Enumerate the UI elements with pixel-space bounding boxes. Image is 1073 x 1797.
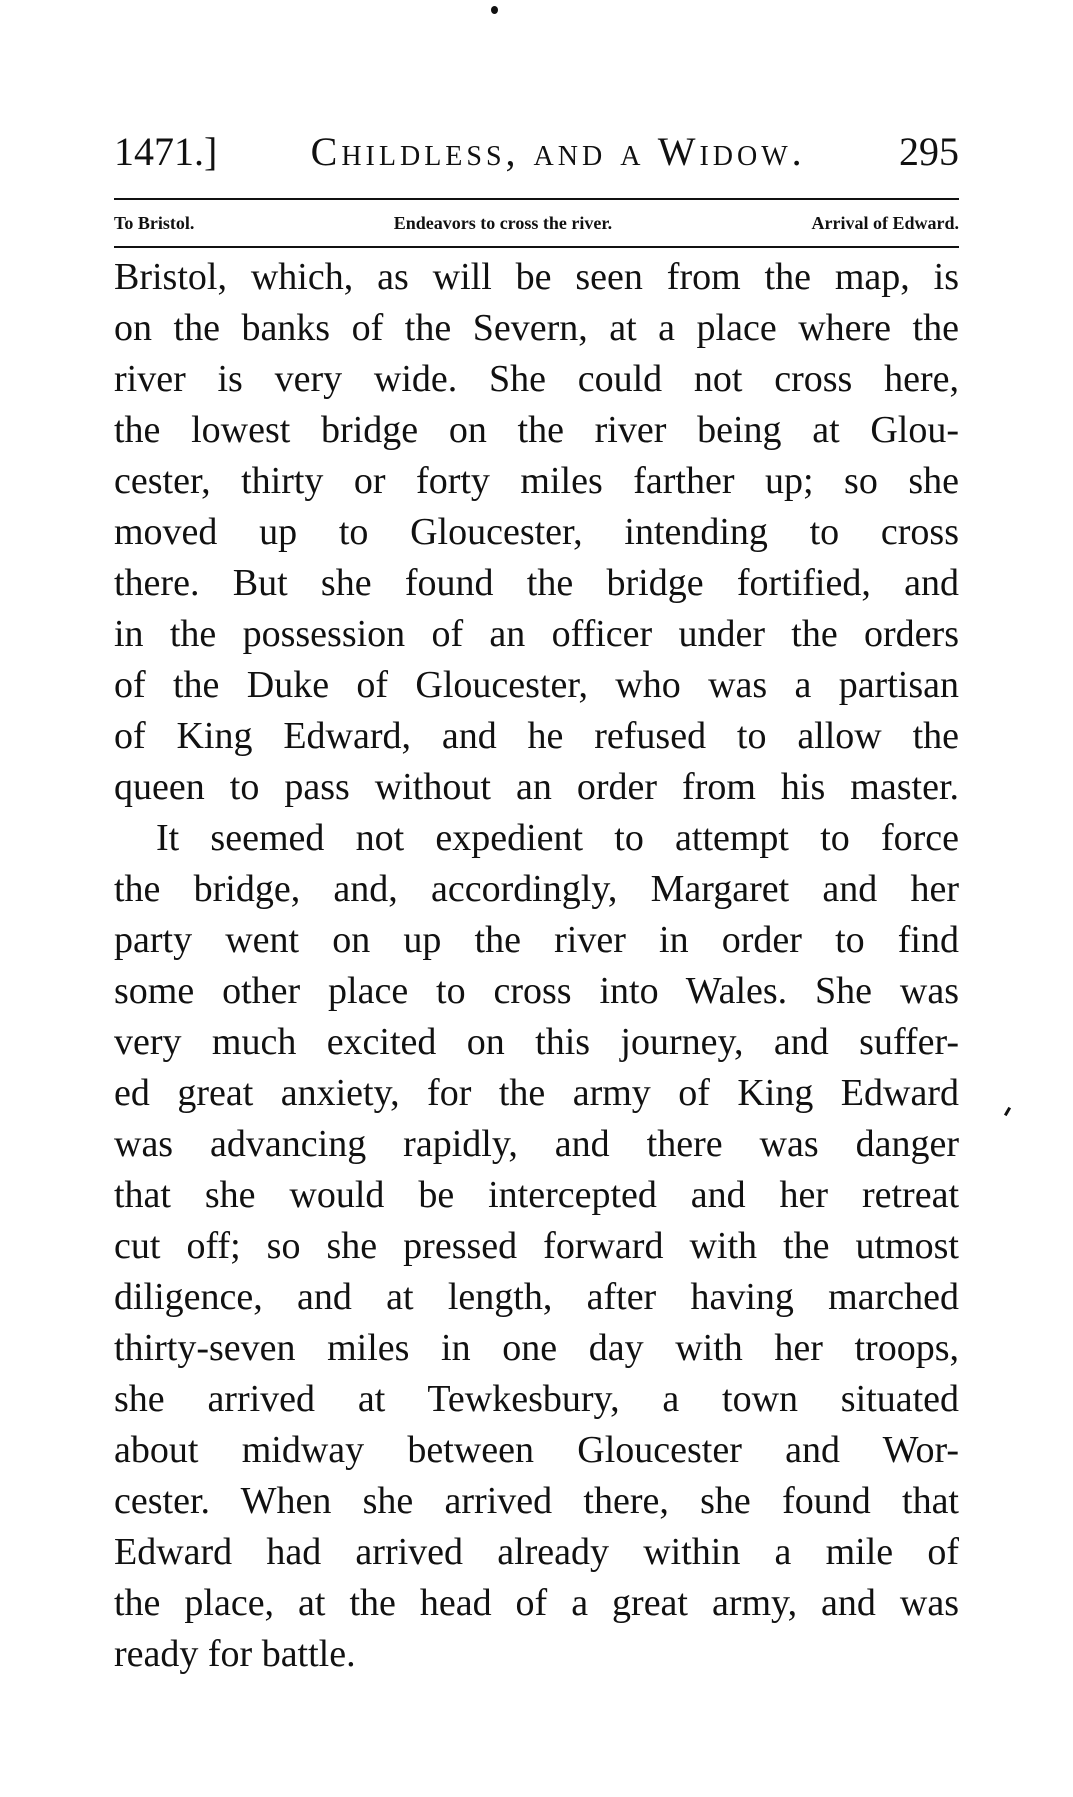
page-year-ref: 1471.]	[114, 129, 218, 174]
text-line: the lowest bridge on the river being at Glou-	[114, 409, 959, 451]
page-number: 295	[899, 129, 959, 174]
text-line: thirty-seven miles in one day with her troops,	[114, 1327, 959, 1369]
text-line: the place, at the head of a great army, and was	[114, 1582, 959, 1624]
text-line: Edward had arrived already within a mile of	[114, 1531, 959, 1573]
text-line: some other place to cross into Wales. She was	[114, 970, 959, 1012]
text-line: cester, thirty or forty miles farther up; so she	[114, 460, 959, 502]
text-line: ready for battle.	[114, 1633, 356, 1675]
margin-mark	[1004, 1107, 1011, 1116]
text-line: she arrived at Tewkesbury, a town situated	[114, 1378, 959, 1420]
text-line: the bridge, and, accordingly, Margaret and her	[114, 868, 959, 910]
text-line: It seemed not expedient to attempt to force	[156, 817, 959, 859]
ink-speck	[491, 6, 498, 14]
text-line: about midway between Gloucester and Wor-	[114, 1429, 959, 1471]
text-line: queen to pass without an order from his master.	[114, 766, 959, 808]
text-line: moved up to Gloucester, intending to cross	[114, 511, 959, 553]
side-notes	[114, 205, 959, 241]
text-line: party went on up the river in order to find	[114, 919, 959, 961]
body-text	[114, 252, 959, 1680]
text-line: of King Edward, and he refused to allow the	[114, 715, 959, 757]
text-line: there. But she found the bridge fortified, and	[114, 562, 959, 604]
side-note: Arrival of Edward.	[811, 213, 959, 233]
side-note: To Bristol.	[114, 213, 195, 233]
text-line: river is very wide. She could not cross here,	[114, 358, 959, 400]
header-rule-bottom	[114, 246, 959, 248]
text-line: very much excited on this journey, and suffer-	[114, 1021, 959, 1063]
running-head	[114, 128, 959, 176]
side-note: Endeavors to cross the river.	[393, 213, 613, 233]
text-line: that she would be intercepted and her retreat	[114, 1174, 959, 1216]
text-line: on the banks of the Severn, at a place where the	[114, 307, 959, 349]
text-line: of the Duke of Gloucester, who was a partisan	[114, 664, 959, 706]
text-line: cut off; so she pressed forward with the utmost	[114, 1225, 959, 1267]
paragraph	[114, 813, 959, 1680]
header-rule-top	[114, 198, 959, 200]
chapter-title: Childless, and a Widow.	[310, 129, 806, 174]
text-line: in the possession of an officer under the orders	[114, 613, 959, 655]
text-line: was advancing rapidly, and there was danger	[114, 1123, 959, 1165]
text-line: diligence, and at length, after having marched	[114, 1276, 959, 1318]
paragraph	[114, 252, 959, 813]
text-line: cester. When she arrived there, she found that	[114, 1480, 959, 1522]
text-line: Bristol, which, as will be seen from the map, is	[114, 256, 959, 298]
text-line: ed great anxiety, for the army of King Edward	[114, 1072, 959, 1114]
